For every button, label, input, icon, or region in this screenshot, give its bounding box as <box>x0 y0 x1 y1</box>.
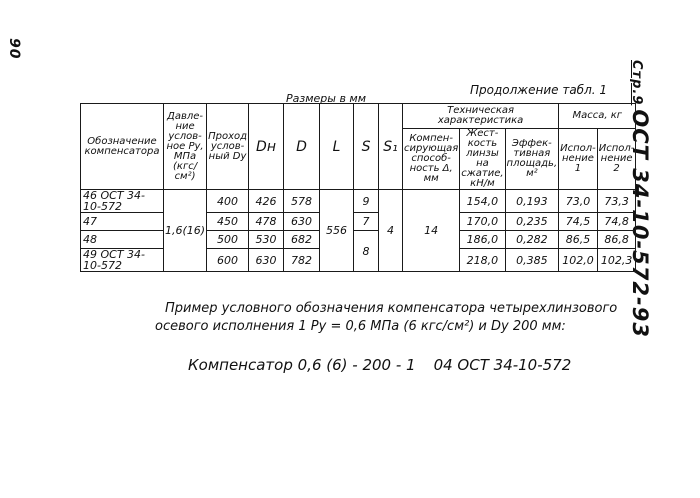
dimensions-caption: Размеры в мм <box>286 92 367 105</box>
cell-l-merged: 556 <box>320 190 354 272</box>
cell-stiffness: 186,0 <box>460 231 505 249</box>
cell-d: 630 <box>284 213 320 231</box>
header-tech-group: Техническая характеристика <box>403 104 559 129</box>
cell-mass1: 73,0 <box>559 190 598 213</box>
header-eff-area: Эффек- тивная площадь, м² <box>505 129 559 190</box>
cell-dh: 478 <box>249 213 284 231</box>
cell-mass2: 73,3 <box>597 190 636 213</box>
cell-designation: 47 <box>81 213 164 231</box>
table-continuation-note: Продолжение табл. 1 <box>470 83 608 97</box>
header-comp-ability: Компен- сирующая способ- ность Δ, мм <box>403 129 460 190</box>
header-mass1: Испол- нение 1 <box>559 129 598 190</box>
document-code-prefix: Стр.9 <box>629 60 644 106</box>
cell-area: 0,193 <box>505 190 559 213</box>
table-row <box>81 190 636 213</box>
cell-pressure-merged: 1,6(16) <box>164 190 207 272</box>
formula-left: Компенсатор 0,6 (6) - 200 - 1 <box>188 356 416 374</box>
cell-area: 0,385 <box>505 249 559 272</box>
header-pressure: Давле- ние услов- ное Ру, МПа (кгс/см²) <box>164 104 207 190</box>
cell-s: 9 <box>354 190 379 213</box>
cell-d: 782 <box>284 249 320 272</box>
document-code-value: ОСТ 34-10-572-93 <box>628 109 652 338</box>
cell-s1-merged: 4 <box>379 190 403 272</box>
page-number: 90 <box>6 38 22 60</box>
cell-area: 0,235 <box>505 213 559 231</box>
header-designation: Обозначение компенсатора <box>81 104 164 190</box>
header-l: L <box>320 104 354 190</box>
cell-mass1: 86,5 <box>559 231 598 249</box>
cell-s-mid: 7 <box>354 213 379 231</box>
cell-dy: 400 <box>207 190 249 213</box>
cell-area: 0,282 <box>505 231 559 249</box>
cell-dh: 630 <box>249 249 284 272</box>
cell-mass2: 74,8 <box>597 213 636 231</box>
cell-d: 578 <box>284 190 320 213</box>
designation-example <box>155 300 618 336</box>
cell-dh: 530 <box>249 231 284 249</box>
cell-dh: 426 <box>249 190 284 213</box>
cell-d: 682 <box>284 231 320 249</box>
formula-right: 04 ОСТ 34-10-572 <box>433 356 572 374</box>
cell-designation: 46 ОСТ 34-10-572 <box>81 190 164 213</box>
cell-stiffness: 170,0 <box>460 213 505 231</box>
cell-stiffness: 154,0 <box>460 190 505 213</box>
header-d: D <box>284 104 320 190</box>
header-s1: S₁ <box>379 104 403 190</box>
cell-dy: 450 <box>207 213 249 231</box>
cell-mass2: 86,8 <box>597 231 636 249</box>
header-stiffness: Жест- кость линзы на сжатие, кН/м <box>461 128 504 189</box>
cell-comp-merged: 14 <box>403 190 460 272</box>
header-mass2: Испол- нение 2 <box>597 129 636 190</box>
header-mass-group: Масса, кг <box>559 104 636 129</box>
cell-mass2: 102,3 <box>597 249 636 272</box>
cell-mass1: 74,5 <box>559 213 598 231</box>
cell-dy: 500 <box>207 231 249 249</box>
cell-dy: 600 <box>207 249 249 272</box>
cell-stiffness: 218,0 <box>460 249 505 272</box>
designation-formula <box>188 356 589 374</box>
header-dh: Dн <box>249 104 284 190</box>
cell-designation: 49 ОСТ 34-10-572 <box>81 249 164 272</box>
cell-mass1: 102,0 <box>559 249 598 272</box>
compensator-spec-table <box>80 103 636 272</box>
cell-s-low: 8 <box>354 231 379 272</box>
header-s: S <box>354 104 379 190</box>
example-line-1: Пример условного обозначения компенсатора четырехлинзового <box>165 301 618 316</box>
example-line-2: осевого исполнения 1 Ру = 0,6 МПа (6 кгс/см²) и Dy 200 мм: <box>155 319 566 334</box>
cell-designation: 48 <box>81 231 164 249</box>
header-passage: Проход услов- ный Dy <box>207 104 249 190</box>
